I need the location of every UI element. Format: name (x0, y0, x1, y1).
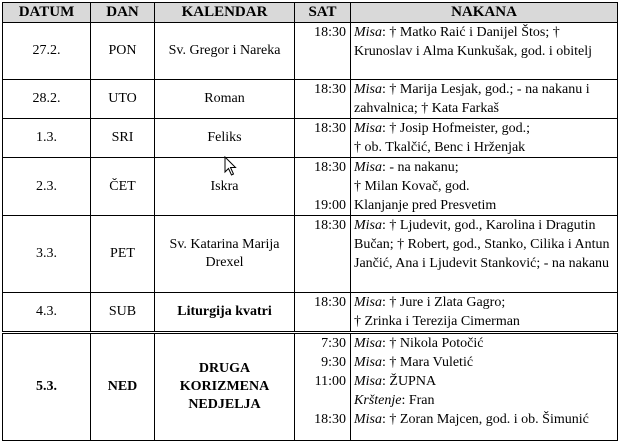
intention-text: Klanjanje pred Presvetim (354, 198, 497, 213)
header-row (3, 3, 618, 23)
intention-line (354, 372, 615, 391)
intention-text: : ŽUPNA (382, 374, 437, 389)
intention-label: Misa (354, 412, 382, 427)
day-cell: SRI (91, 119, 155, 158)
day-cell: NED (91, 333, 155, 441)
intention-line (354, 216, 615, 273)
intention-label: Misa (354, 374, 382, 389)
intention-text: † ob. Tkalčić, Benc i Hrženjak (354, 140, 526, 155)
time-entry (295, 391, 346, 410)
time-cell (295, 80, 351, 119)
time-entry: 18:30 (314, 218, 346, 233)
intention-cell (351, 333, 618, 441)
time-entry: 18:30 (314, 121, 346, 136)
intention-text: : † Jure i Zlata Gagro; (382, 295, 506, 310)
calendar-cell: Feliks (155, 119, 295, 158)
intention-text: † Zrinka i Terezija Cimerman (354, 314, 520, 329)
calendar-cell: Sv. Gregor i Nareka (155, 23, 295, 80)
intention-label: Misa (354, 160, 382, 175)
intention-text: : † Matko Raić i Danijel Štos; † Krunoslav i Alma Kunkušak, god. i obitelj (354, 25, 592, 59)
header-dan: DAN (91, 3, 155, 23)
intention-cell (351, 293, 618, 333)
table-row (3, 216, 618, 293)
calendar-cell: Liturgija kvatri (155, 293, 295, 333)
intention-text: : - na nakanu; (382, 160, 459, 175)
time-entry (295, 177, 346, 196)
header-datum: DATUM (3, 3, 91, 23)
schedule-sheet (2, 2, 618, 441)
intention-label: Misa (354, 25, 382, 40)
date-cell: 5.3. (3, 333, 91, 441)
table-row (3, 80, 618, 119)
calendar-cell: Sv. Katarina Marija Drexel (155, 216, 295, 293)
intention-line (354, 353, 615, 372)
intention-line (354, 80, 615, 118)
date-cell: 27.2. (3, 23, 91, 80)
intention-line (354, 158, 615, 177)
intention-line (354, 138, 615, 157)
table-row (3, 119, 618, 158)
time-entry: 7:30 (321, 336, 346, 351)
intention-cell (351, 158, 618, 216)
time-cell (295, 216, 351, 293)
date-cell: 3.3. (3, 216, 91, 293)
day-cell: PET (91, 216, 155, 293)
intention-label: Misa (354, 82, 382, 97)
table-row (3, 158, 618, 216)
intention-text: : Fran (401, 393, 435, 408)
intention-line (354, 334, 615, 353)
intention-label: Misa (354, 218, 382, 233)
intention-text: : † Josip Hofmeister, god.; (382, 121, 530, 136)
header-nakana: NAKANA (351, 3, 618, 23)
intention-label: Misa (354, 336, 382, 351)
intention-text: : † Nikola Potočić (382, 336, 484, 351)
intention-line (354, 177, 615, 196)
mass-schedule-table (2, 2, 618, 441)
intention-label: Misa (354, 355, 382, 370)
intention-cell (351, 80, 618, 119)
time-entry: 18:30 (314, 25, 346, 40)
intention-text: : † Mara Vuletić (382, 355, 474, 370)
date-cell: 4.3. (3, 293, 91, 333)
intention-cell (351, 119, 618, 158)
time-entry: 19:00 (314, 198, 346, 213)
time-cell (295, 158, 351, 216)
time-entry: 9:30 (321, 355, 346, 370)
time-cell (295, 333, 351, 441)
table-row (3, 23, 618, 80)
time-cell (295, 23, 351, 80)
day-cell: ČET (91, 158, 155, 216)
date-cell: 28.2. (3, 80, 91, 119)
time-entry: 18:30 (314, 82, 346, 97)
intention-label: Misa (354, 295, 382, 310)
header-sat: SAT (295, 3, 351, 23)
intention-line (354, 196, 615, 215)
time-entry: 11:00 (314, 374, 346, 389)
intention-line (354, 293, 615, 312)
time-entry: 18:30 (314, 295, 346, 310)
calendar-cell: Roman (155, 80, 295, 119)
day-cell: UTO (91, 80, 155, 119)
day-cell: SUB (91, 293, 155, 333)
time-cell (295, 119, 351, 158)
time-entry: 18:30 (314, 412, 346, 427)
intention-text: : † Ljudevit, god., Karolina i Dragutin Bučan; † Robert, god., Stanko, Cilika i Antun Jančić, Ana i Ljudevit Stanković; - na nakanu (354, 218, 610, 271)
intention-label: Krštenje (354, 393, 402, 408)
intention-line (354, 410, 615, 429)
date-cell: 2.3. (3, 158, 91, 216)
intention-cell (351, 23, 618, 80)
header-kalendar: KALENDAR (155, 3, 295, 23)
intention-cell (351, 216, 618, 293)
calendar-cell: Iskra (155, 158, 295, 216)
intention-line (354, 23, 615, 61)
intention-text: : † Zoran Majcen, god. i ob. Šimunić (382, 412, 589, 427)
table-row (3, 333, 618, 441)
intention-text: : † Marija Lesjak, god.; - na nakanu i zahvalnica; † Kata Farkaš (354, 82, 590, 116)
time-cell (295, 293, 351, 333)
intention-line (354, 312, 615, 331)
time-entry: 18:30 (314, 160, 346, 175)
intention-text: † Milan Kovač, god. (354, 179, 470, 194)
day-cell: PON (91, 23, 155, 80)
intention-label: Misa (354, 121, 382, 136)
intention-line (354, 119, 615, 138)
intention-line (354, 391, 615, 410)
table-row (3, 293, 618, 333)
date-cell: 1.3. (3, 119, 91, 158)
mouse-pointer-icon (224, 156, 238, 176)
calendar-cell: DRUGA KORIZMENA NEDJELJA (155, 333, 295, 441)
